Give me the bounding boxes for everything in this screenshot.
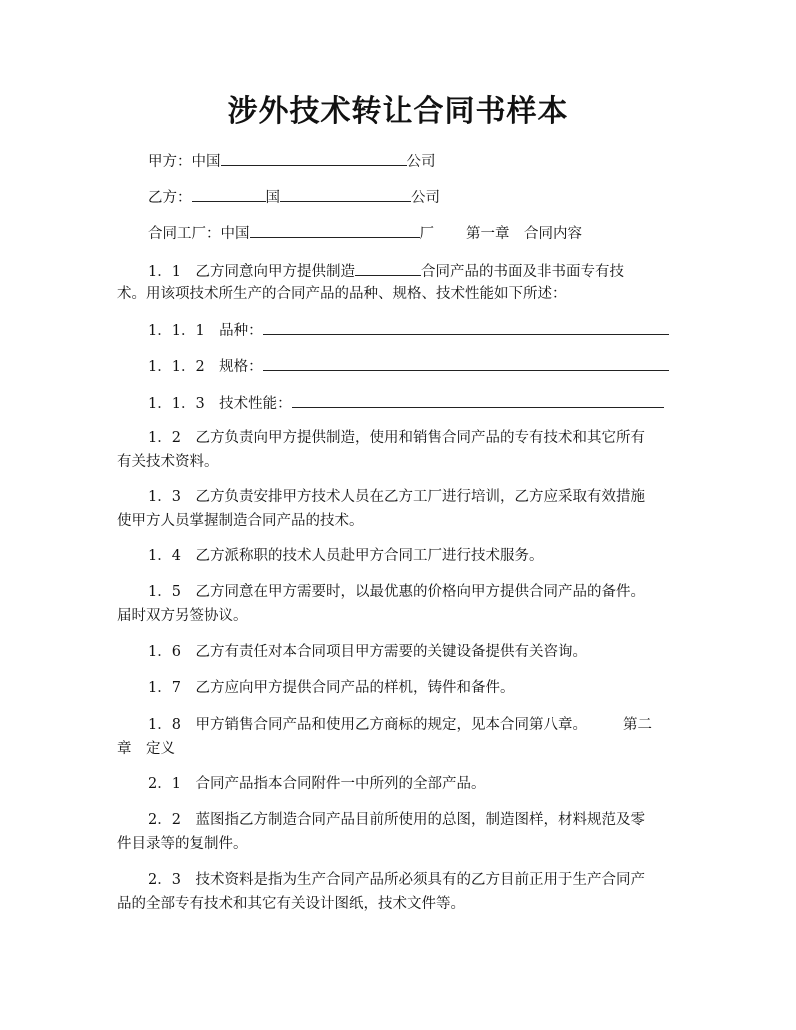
clause-1-1-2-blank <box>263 355 669 371</box>
chapter-2-heading-start: 第二 <box>622 717 652 733</box>
party-b-country-blank <box>192 186 266 202</box>
clause-1-2-line-2: 有关技术资料。 <box>117 454 219 470</box>
clause-1-1-2-line <box>148 355 669 377</box>
clause-2-2-line-2: 件目录等的复制件。 <box>117 836 248 852</box>
party-a-line <box>148 150 436 172</box>
party-b-label: 乙方： <box>148 190 192 206</box>
clause-1-5-line-1: 1．5 乙方同意在甲方需要时，以最优惠的价格向甲方提供合同产品的备件。 <box>148 584 645 600</box>
document-title: 涉外技术转让合同书样本 <box>227 94 569 129</box>
clause-2-3-line-2: 品的全部专有技术和其它有关设计图纸，技术文件等。 <box>117 896 465 912</box>
factory-label: 合同工厂：中国 <box>148 226 250 242</box>
clause-1-1-2-label: 1．1．2 规格： <box>148 359 263 375</box>
party-b-mid: 国 <box>265 190 280 206</box>
party-b-suffix: 公司 <box>411 190 440 206</box>
factory-suffix: 厂 <box>419 226 434 242</box>
party-a-suffix: 公司 <box>406 154 436 170</box>
clause-1-7-line: 1．7 乙方应向甲方提供合同产品的样机，铸件和备件。 <box>148 680 515 696</box>
clause-1-3-line-2: 使甲方人员掌握制造合同产品的技术。 <box>117 513 364 529</box>
party-a-label: 甲方：中国 <box>148 154 221 170</box>
clause-1-1-blank <box>355 260 421 276</box>
clause-1-8-text: 1．8 甲方销售合同产品和使用乙方商标的规定，见本合同第八章。 <box>148 717 587 733</box>
clause-1-1-1-line <box>148 319 669 341</box>
clause-1-5-line-2: 届时双方另签协议。 <box>117 608 248 624</box>
clause-2-1-line: 2．1 合同产品指本合同附件一中所列的全部产品。 <box>148 776 486 792</box>
clause-1-1-line-1 <box>148 260 624 282</box>
party-b-line <box>148 186 440 208</box>
clause-1-1-3-label: 1．1．3 技术性能： <box>148 396 292 412</box>
factory-blank <box>250 222 420 238</box>
clause-1-1-3-line <box>148 392 664 414</box>
clause-1-1-text-a: 1．1 乙方同意向甲方提供制造 <box>148 264 355 280</box>
clause-1-1-1-label: 1．1．1 品种： <box>148 323 263 339</box>
clause-1-1-line-2: 术。用该项技术所生产的合同产品的品种、规格、技术性能如下所述： <box>117 286 567 302</box>
clause-2-2-line-1: 2．2 蓝图指乙方制造合同产品目前所使用的总图，制造图样，材料规范及零 <box>148 812 645 828</box>
chapter-1-heading: 第一章 合同内容 <box>466 226 582 242</box>
clause-1-3-line-1: 1．3 乙方负责安排甲方技术人员在乙方工厂进行培训，乙方应采取有效措施 <box>148 489 645 505</box>
clause-1-1-3-blank <box>292 392 664 408</box>
factory-line <box>148 222 582 244</box>
clause-1-8-line-1 <box>148 715 652 735</box>
clause-1-4-line: 1．4 乙方派称职的技术人员赴甲方合同工厂进行技术服务。 <box>148 548 544 564</box>
party-a-blank <box>221 150 407 166</box>
clause-2-3-line-1: 2．3 技术资料是指为生产合同产品所必须具有的乙方目前正用于生产合同产 <box>148 872 645 888</box>
clause-1-6-line: 1．6 乙方有责任对本合同项目甲方需要的关键设备提供有关咨询。 <box>148 644 587 660</box>
clause-1-8-line-2: 章 定义 <box>117 741 175 757</box>
clause-1-1-text-b: 合同产品的书面及非书面专有技 <box>420 264 624 280</box>
clause-1-1-1-blank <box>263 319 669 335</box>
clause-1-2-line-1: 1．2 乙方负责向甲方提供制造，使用和销售合同产品的专有技术和其它所有 <box>148 430 645 446</box>
party-b-company-blank <box>280 186 411 202</box>
